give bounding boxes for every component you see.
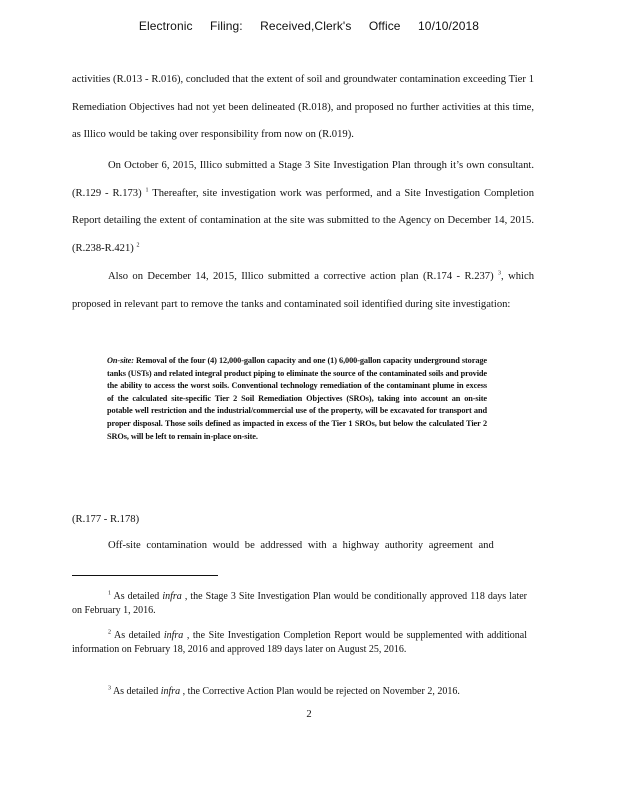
footnote-3-post: , the Corrective Action Plan would be rejected on November 2, 2016. (180, 686, 460, 697)
paragraph-2-part-a: On October 6, 2015, Illico submitted a Stage 3 Site Investigation Plan through it’s own consultant. (R.129 - R.173) (72, 160, 534, 199)
paragraph-3 (72, 263, 534, 318)
paragraph-2 (72, 152, 534, 263)
block-quote-citation: (R.177 - R.178) (72, 514, 140, 525)
filing-header: Electronic Filing: Received,Clerk's Office 10/10/2018 (138, 19, 480, 33)
footnote-2-infra: infra (163, 630, 184, 641)
footnote-2-number: 2 (108, 629, 111, 636)
footnote-1-number: 1 (108, 590, 111, 597)
footnote-1-infra: infra (162, 591, 182, 602)
footnote-1-pre: As detailed (111, 591, 163, 602)
footnote-2-pre: As detailed (111, 630, 164, 641)
block-quote-text: Removal of the four (4) 12,000-gallon capacity and one (1) 6,000-gallon capacity underground storage tanks (USTs) and related integral product piping to eliminate the source of the contaminated soils and provide the ability to access the worst soils. Conventional technology remediation of the contaminant plume in excess of the calculated site-specific Tier 2 Soil Remediation Objectives (SROs), taking into account an on-site potable well restriction and the industrial/commercial use of the property, will be excavated for transport and proper disposal. Those soils defined as impacted in excess of the Tier 1 SROs, but below the calculated Tier 2 SROs, will be left to remain in-place on-site. (107, 356, 487, 441)
footnote-3 (72, 685, 527, 699)
block-quote-lead: On-site: (107, 356, 134, 365)
block-quote (107, 355, 487, 443)
footnote-1 (72, 590, 527, 617)
footnote-3-infra: infra (160, 686, 181, 697)
paragraph-4: Off-site contamination would be addressed with a highway authority agreement and (108, 540, 494, 551)
paragraph-2-part-b: Thereafter, site investigation work was performed, and a Site Investigation Completion Report detailing the extent of contamination at the site was submitted to the Agency on December 14, 2015. (R.238-R.421) (72, 187, 534, 255)
footnote-ref-3[interactable]: 3 (498, 270, 502, 277)
footnote-divider (72, 575, 218, 576)
footnote-3-number: 3 (108, 685, 111, 692)
paragraph-3-part-a: Also on December 14, 2015, Illico submitted a corrective action plan (R.174 - R.237) (108, 271, 499, 282)
footnote-2 (72, 629, 527, 656)
page-number: 2 (306, 709, 312, 720)
footnote-ref-2[interactable]: 2 (136, 242, 140, 249)
paragraph-1: activities (R.013 - R.016), concluded that the extent of soil and groundwater contamination exceeding Tier 1 Remediation Objectives had not yet been delineated (R.018), and proposed no further activities at this time, as Illico would be taking over responsibility from now on (R.019). (72, 74, 534, 141)
footnote-ref-1[interactable]: 1 (145, 187, 149, 194)
paragraph-3-part-b: , which proposed in relevant part to remove the tanks and contaminated soil identified during site investigation: (72, 271, 534, 310)
footnote-1-post: , the Stage 3 Site Investigation Plan would be conditionally approved 118 days later on February 1, 2016. (72, 591, 527, 616)
footnote-3-pre: As detailed (111, 686, 161, 697)
footnote-2-post: , the Site Investigation Completion Report would be supplemented with additional information on February 18, 2016 and approved 189 days later on August 25, 2016. (72, 630, 527, 655)
